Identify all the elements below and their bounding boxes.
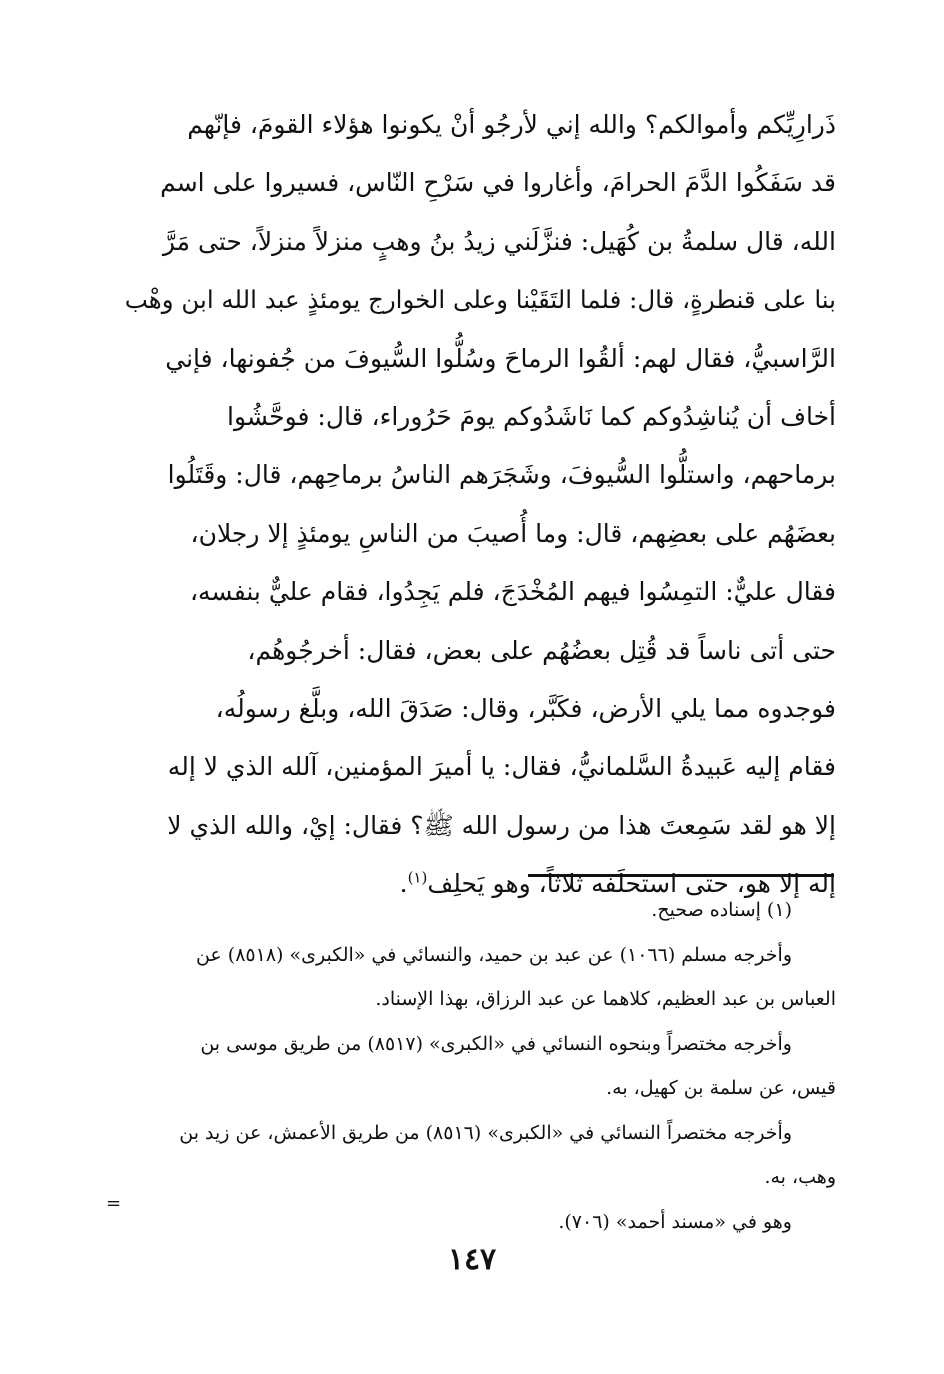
- text-line: الله، قال سلمةُ بن كُهَيل: فنزَّلَني زيدُ بنُ وهبٍ منزلاً منزلاً، حتى مَرَّ: [162, 226, 836, 256]
- footnote-line: قيس، عن سلمة بن كهيل، به.: [606, 1077, 836, 1099]
- footnote-line: وهو في «مسند أحمد» (٧٠٦).: [558, 1210, 792, 1233]
- footnote-line: وأخرجه مسلم (١٠٦٦) عن عبد بن حميد، والنسائي في «الكبرى» (٨٥١٨) عن: [195, 943, 792, 966]
- text-line: فقام إليه عَبيدةُ السَّلمانيُّ، فقال: يا أميرَ المؤمنين، آلله الذي لا إله: [167, 752, 836, 782]
- footnotes-section: [118, 888, 836, 1244]
- footnote-reference: (١): [407, 868, 428, 887]
- text-line: ذَرارِيِّكم وأموالكم؟ والله إني لأرجُو أنْ يكونوا هؤلاء القومَ، فإنّهم: [187, 110, 836, 139]
- last-line-text: إله إلا هو، حتى استحلَفَه ثلاثاً، وهو يَحلِف: [427, 869, 836, 899]
- text-line: فوجدوه مما يلي الأرض، فكَبَّر، وقال: صَدَقَ الله، وبلَّغ رسولُه،: [215, 693, 836, 723]
- text-line: حتى أتى ناساً قد قُتِل بعضُهُم على بعض، فقال: أخرجُوهُم،: [247, 635, 836, 665]
- text-line: الرَّاسبيُّ، فقال لهم: ألقُوا الرماحَ وسُلُّوا السُّيوفَ من جُفونها، فإني: [165, 343, 836, 373]
- footnote-line: وأخرجه مختصراً وبنحوه النسائي في «الكبرى» (٨٥١٧) من طريق موسى بن: [200, 1032, 792, 1055]
- text-line: إلا هو لقد سَمِعتَ هذا من رسول الله ﷺ؟ فقال: إيْ، والله الذي لا: [167, 810, 836, 840]
- footnote-line: العباس بن عبد العظيم، كلاهما عن عبد الرزاق، بهذا الإسناد.: [375, 988, 836, 1010]
- last-line-period: .: [399, 869, 408, 899]
- footnote-line: وأخرجه مختصراً النسائي في «الكبرى» (٨٥١٦) من طريق الأعمش، عن زيد بن: [179, 1121, 792, 1144]
- text-line: بنا على قنطرةٍ، قال: فلما التَقَيْنا وعلى الخوارج يومئذٍ عبد الله ابن وهْب: [124, 285, 836, 315]
- footnote-separator: [528, 874, 834, 877]
- text-line: قد سَفَكُوا الدَّمَ الحرامَ، وأغاروا في سَرْحِ النّاس، فسيروا على اسم: [160, 168, 836, 198]
- footnote-line: وهب، به.: [764, 1166, 836, 1188]
- text-line: برماحهم، واستلُّوا السُّيوفَ، وشَجَرَهم الناسُ برماحِهم، قال: وقَتَلُوا: [167, 460, 836, 490]
- page-number: ١٤٧: [447, 1242, 497, 1277]
- text-line: أخاف أن يُناشِدُوكم كما نَاشَدُوكم يومَ حَرُوراء، قال: فوحَّشُوا: [227, 401, 836, 431]
- main-text: [118, 96, 836, 913]
- footnote-line: (١) إسناده صحيح.: [651, 899, 792, 921]
- text-line: بعضَهُم على بعضِهم، قال: وما أُصيبَ من الناسِ يومئذٍ إلا رجلان،: [190, 518, 836, 548]
- continuation-mark: =: [106, 1193, 122, 1214]
- text-line: فقال عليٌّ: التمِسُوا فيهم المُخْدَجَ، فلم يَجِدُوا، فقام عليٌّ بنفسه،: [189, 577, 836, 607]
